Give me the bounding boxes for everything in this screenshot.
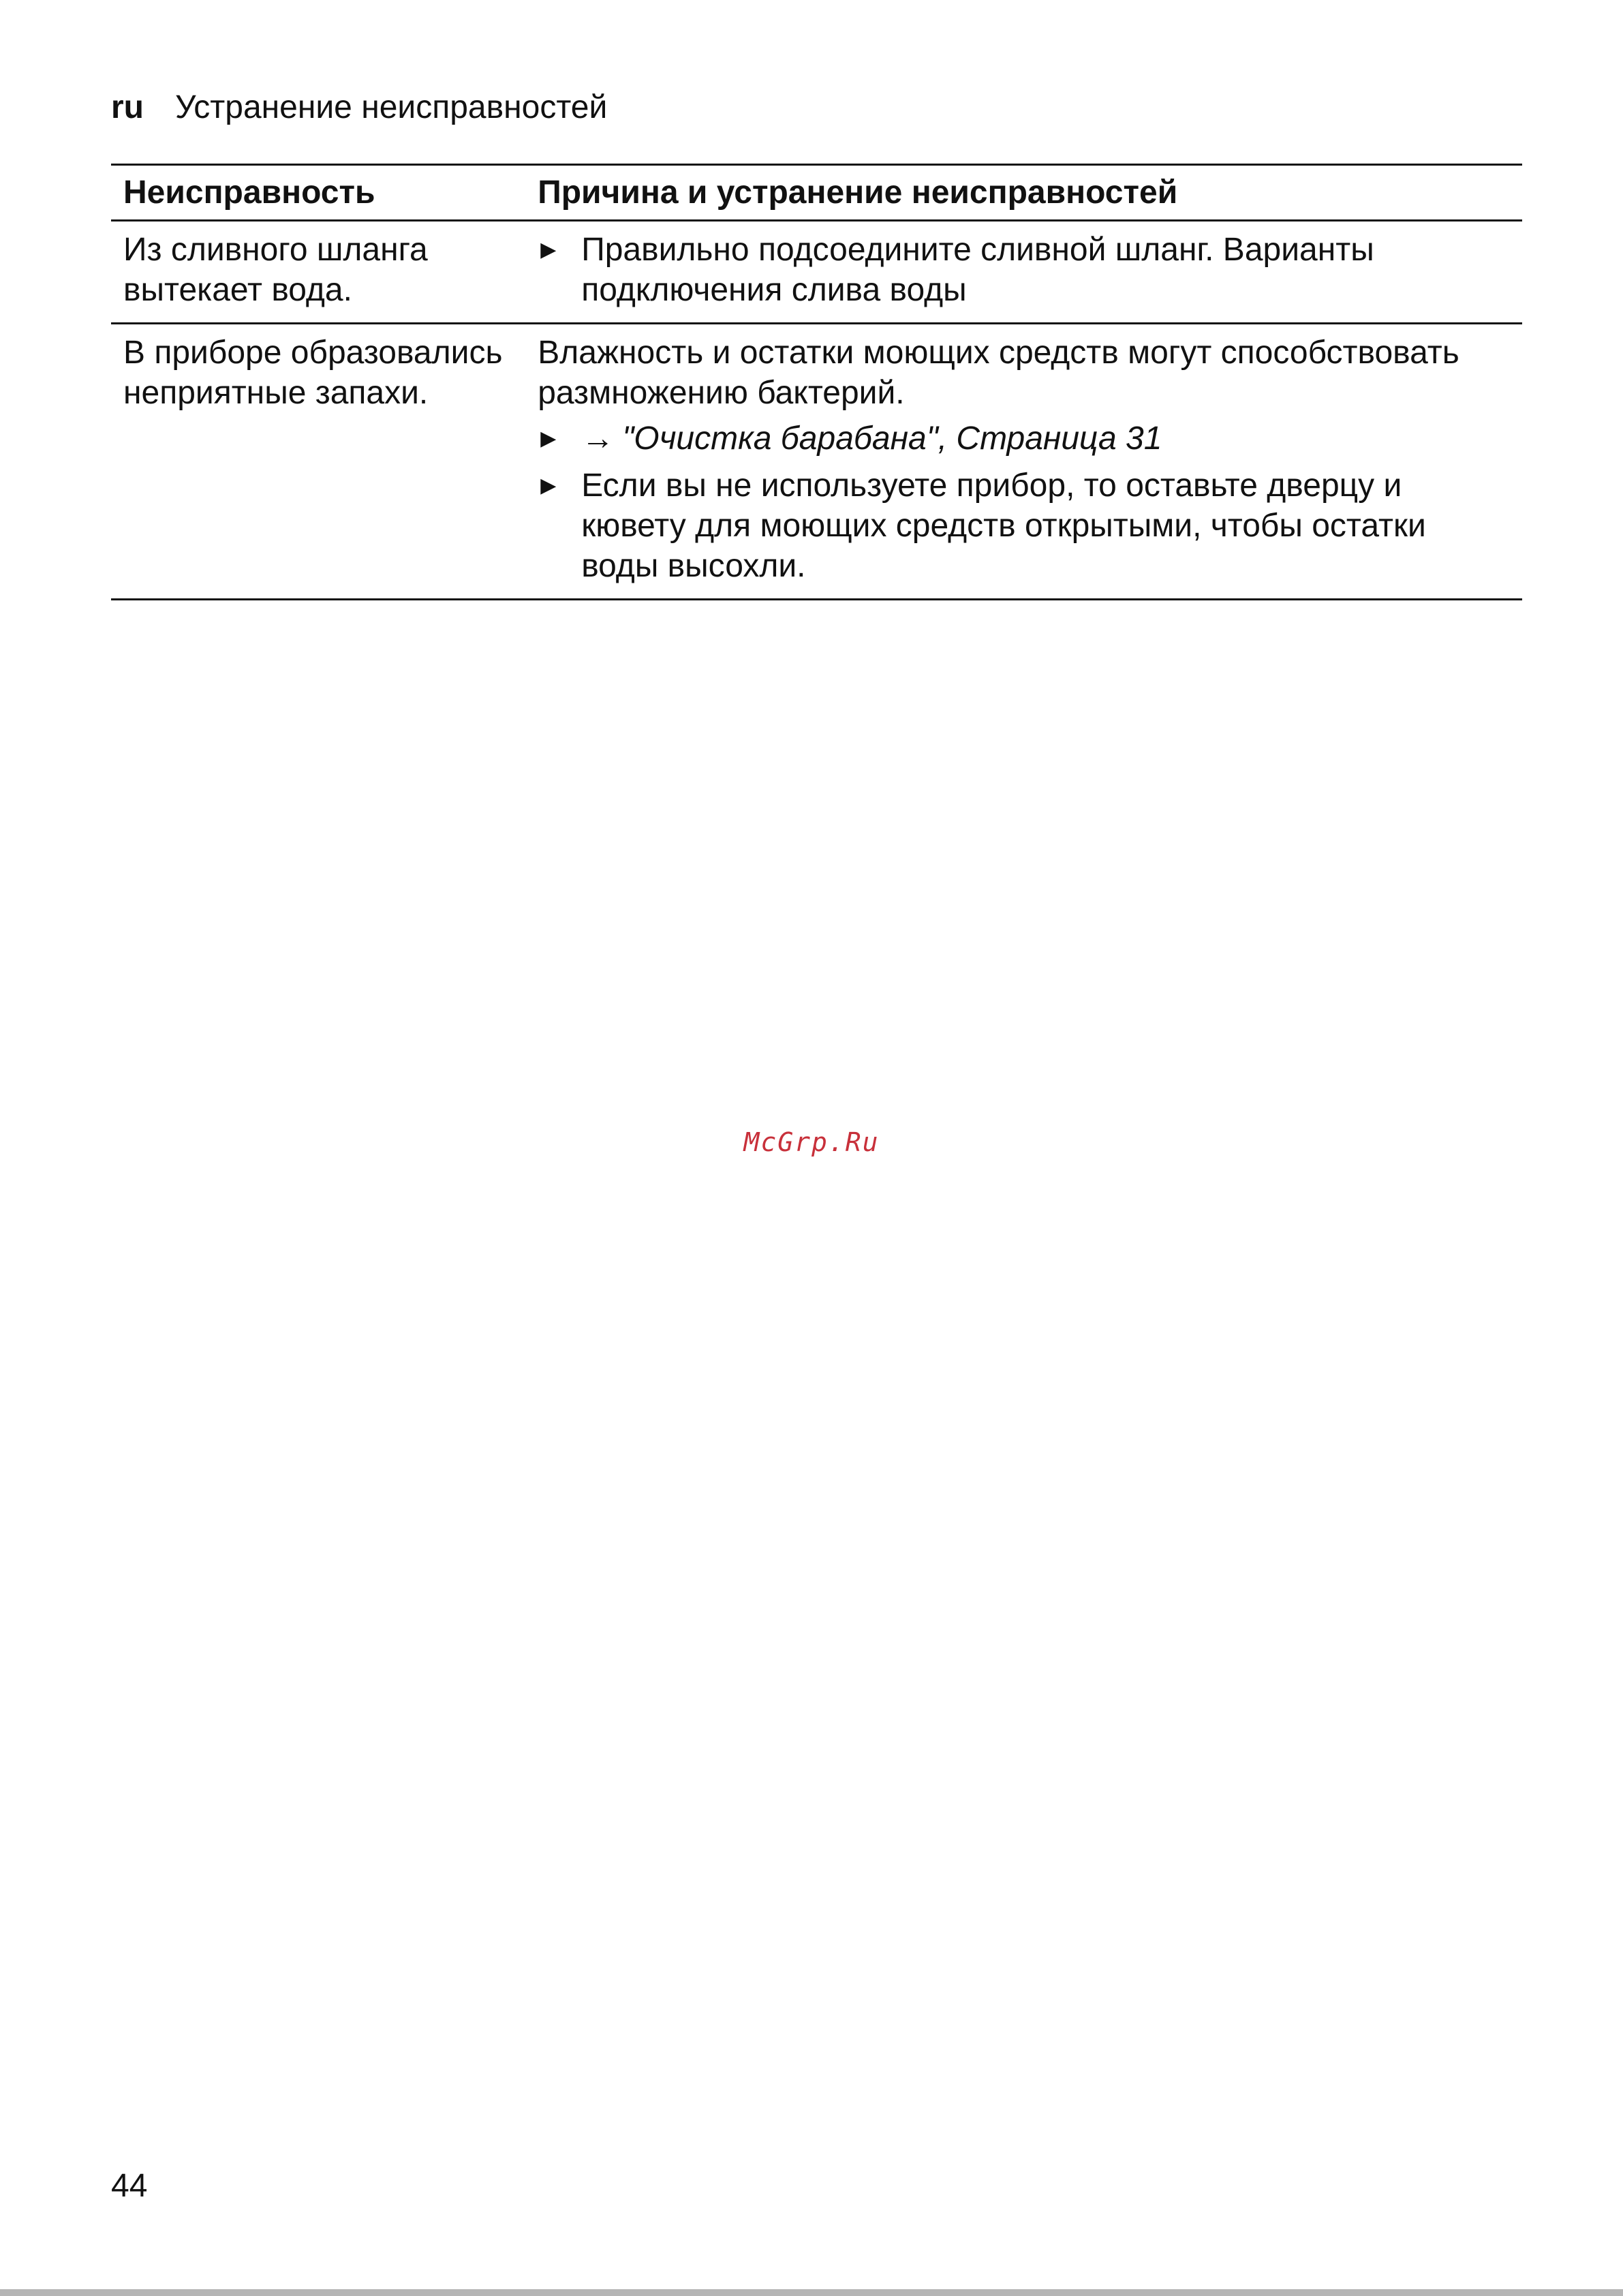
table-row — [111, 221, 1522, 324]
fault-cell — [111, 221, 525, 324]
language-code: ru — [111, 89, 144, 125]
table-row — [111, 324, 1522, 600]
table-body — [111, 221, 1522, 600]
watermark: McGrp.Ru — [743, 1127, 880, 1157]
fault-text: В приборе образовались неприятные запахи. — [123, 335, 503, 411]
cross-reference-link[interactable]: "Очистка барабана", Страница 31 — [622, 420, 1162, 457]
fault-text: Из сливного шланга вытекает вода. — [123, 232, 428, 308]
table-header-row — [111, 165, 1522, 221]
remedy-step-text: Если вы не используете прибор, то оставьте дверцу и кювету для моющих средств открытыми, чтобы остатки воды высохли. — [581, 468, 1426, 584]
remedy-cell — [525, 324, 1522, 600]
running-header — [111, 87, 607, 128]
bullet-triangle-icon: ▶ — [540, 427, 557, 450]
bullet-triangle-icon: ▶ — [540, 474, 557, 497]
arrow-right-icon: → — [581, 420, 615, 457]
cause-text: Влажность и остатки моющих средств могут способствовать размножению бактерий. — [538, 335, 1459, 411]
fault-cell — [111, 324, 525, 600]
remedy-step-text: Правильно подсоедините сливной шланг. Варианты подключения слива воды — [581, 232, 1374, 308]
remedy-step — [538, 418, 1510, 459]
remedy-step — [538, 465, 1510, 586]
section-title: Устранение неисправностей — [175, 89, 608, 125]
troubleshooting-table — [111, 164, 1522, 600]
remedy-cell — [525, 221, 1522, 324]
page-number: 44 — [111, 2168, 148, 2204]
remedy-step — [538, 230, 1510, 310]
table-header — [111, 165, 1522, 221]
bullet-triangle-icon: ▶ — [540, 239, 557, 261]
column-header-fault: Неисправность — [123, 174, 375, 211]
column-header-cause: Причина и устранение неисправностей — [538, 174, 1178, 211]
page-bottom-edge — [0, 2289, 1623, 2296]
